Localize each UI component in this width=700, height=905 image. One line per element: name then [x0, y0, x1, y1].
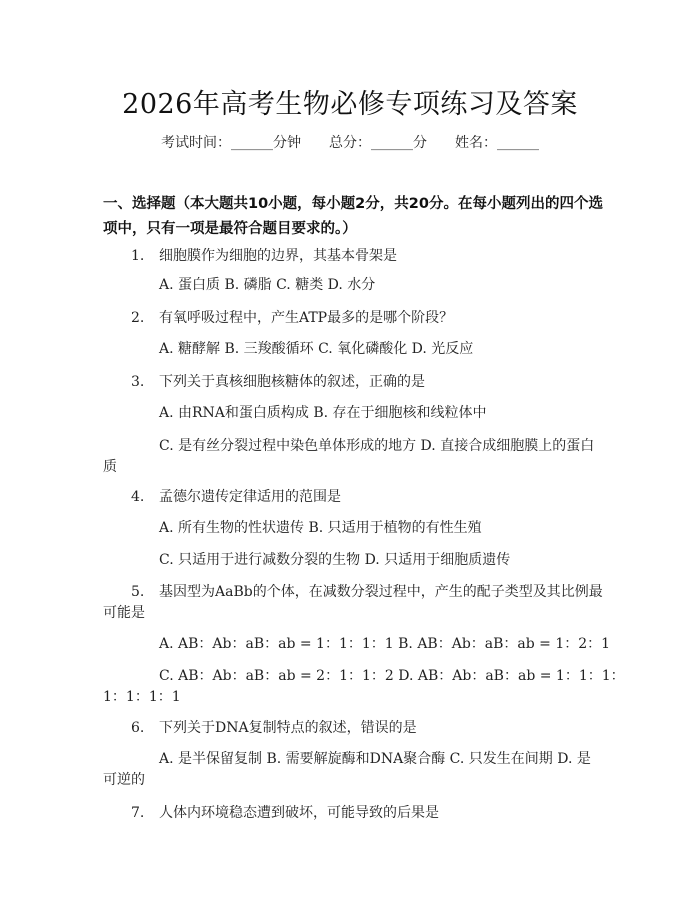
- question-number: 3.: [131, 374, 145, 390]
- question-number: 2.: [131, 310, 145, 326]
- question-stem: 下列关于DNA复制特点的叙述，错误的是: [159, 720, 417, 736]
- question-stem: 有氧呼吸过程中，产生ATP最多的是哪个阶段？: [159, 310, 454, 326]
- question-5-options-line-2: C. AB：Ab：aB：ab = 2：1：1：2 D. AB：Ab：aB：ab = 1：1：1：: [159, 668, 625, 684]
- question-2: [131, 306, 453, 330]
- exam-time-field: 考试时间：______分钟: [161, 135, 301, 151]
- question-number: 1.: [131, 248, 145, 264]
- question-5-options-line-1: A. AB：Ab：aB：ab = 1：1：1：1 B. AB：Ab：aB：ab = 1：2：1: [159, 636, 611, 652]
- question-stem: 孟德尔遗传定律适用的范围是: [159, 489, 341, 505]
- question-4-options-line-1: A. 所有生物的性状遗传 B. 只适用于植物的有性生殖: [159, 520, 482, 536]
- page-title: 2026年高考生物必修专项练习及答案: [122, 89, 578, 120]
- student-name-field: 姓名：______: [455, 135, 539, 151]
- question-5-stem-wrap: 可能是: [103, 605, 145, 621]
- exam-info: [0, 132, 700, 152]
- question-6: [131, 716, 417, 740]
- question-stem: 下列关于真核细胞核糖体的叙述，正确的是: [159, 374, 425, 390]
- section-heading-line-2: 项中，只有一项是最符合题目要求的。）: [103, 221, 357, 237]
- question-2-options: A. 糖酵解 B. 三羧酸循环 C. 氧化磷酸化 D. 光反应: [159, 341, 474, 357]
- question-6-options-line-1: A. 是半保留复制 B. 需要解旋酶和DNA聚合酶 C. 只发生在间期 D. 是: [159, 751, 591, 767]
- section-heading-line-1: 一、选择题（本大题共10小题，每小题2分，共20分。在每小题列出的四个选: [103, 196, 603, 212]
- question-1-options: A. 蛋白质 B. 磷脂 C. 糖类 D. 水分: [159, 277, 376, 293]
- total-score-field: 总分：______分: [329, 135, 427, 151]
- question-number: 7.: [131, 805, 145, 821]
- question-number: 4.: [131, 489, 145, 505]
- question-stem: 细胞膜作为细胞的边界，其基本骨架是: [159, 248, 397, 264]
- question-number: 6.: [131, 720, 145, 736]
- question-3-options-line-2: C. 是有丝分裂过程中染色单体形成的地方 D. 直接合成细胞膜上的蛋白: [159, 438, 595, 454]
- question-stem: 人体内环境稳态遭到破坏，可能导致的后果是: [159, 805, 439, 821]
- question-3-options-line-1: A. 由RNA和蛋白质构成 B. 存在于细胞核和线粒体中: [159, 405, 487, 421]
- question-stem: 基因型为AaBb的个体，在减数分裂过程中，产生的配子类型及其比例最: [159, 584, 603, 600]
- question-4: [131, 485, 341, 509]
- question-1: [131, 244, 397, 268]
- question-4-options-line-2: C. 只适用于进行减数分裂的生物 D. 只适用于细胞质遗传: [159, 552, 511, 568]
- section-heading: [103, 192, 603, 242]
- question-5-options-line-3: 1：1：1：1: [103, 689, 181, 705]
- question-3-options-line-3: 质: [103, 459, 117, 475]
- question-number: 5.: [131, 584, 145, 600]
- question-3: [131, 370, 425, 394]
- question-6-options-line-2: 可逆的: [103, 772, 145, 788]
- question-7: [131, 801, 439, 825]
- question-5: [131, 580, 603, 604]
